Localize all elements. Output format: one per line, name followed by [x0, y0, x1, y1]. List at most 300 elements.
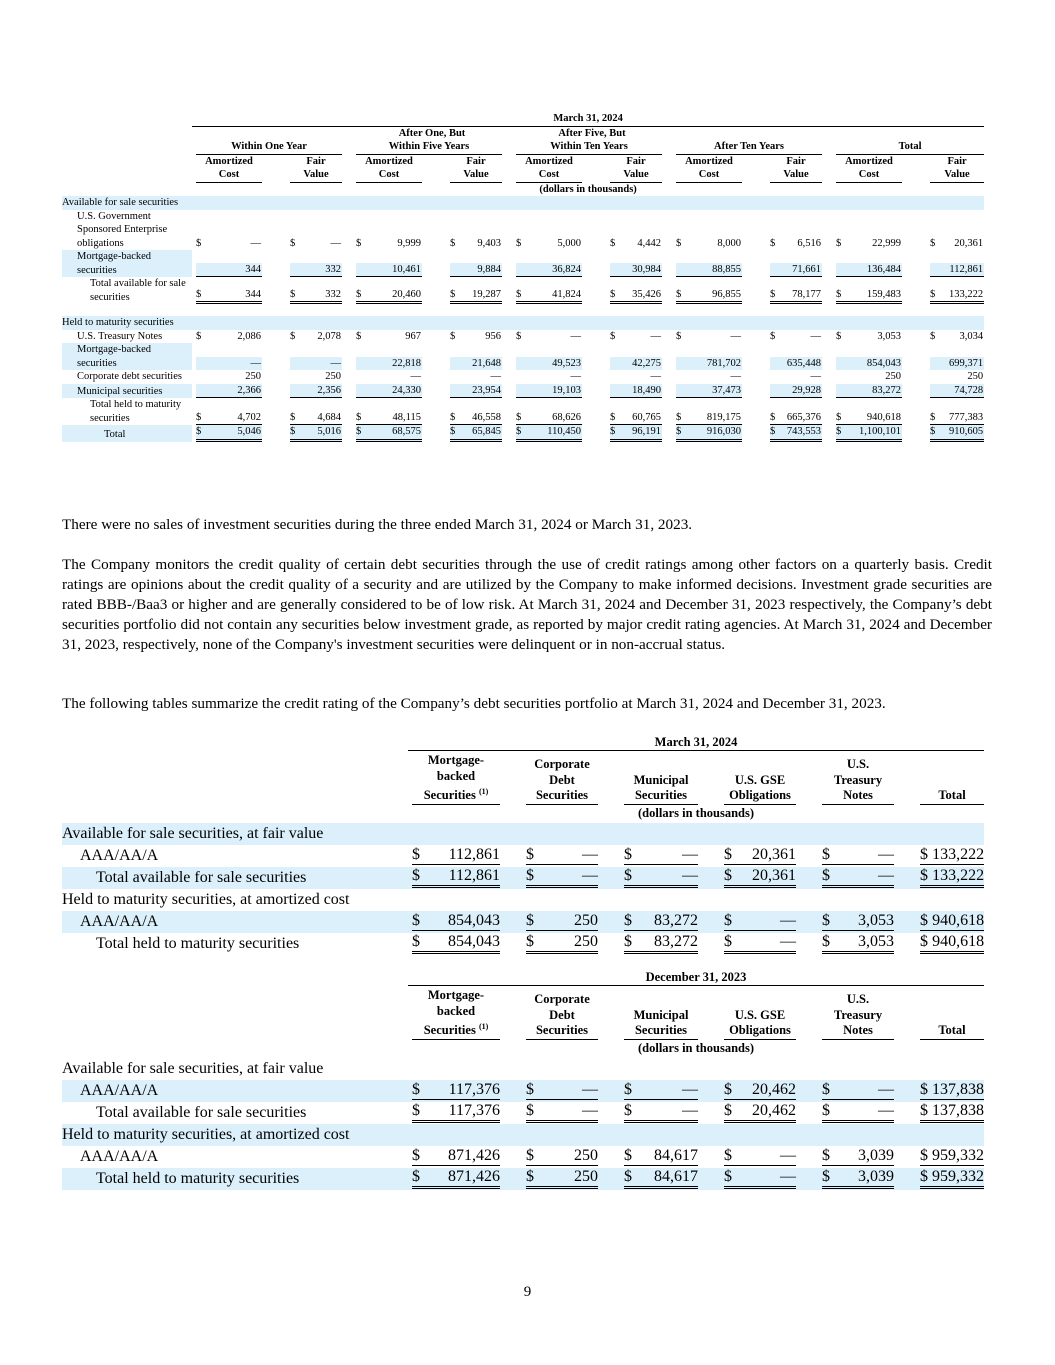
value: 46,558 — [472, 411, 501, 423]
row-label: U.S. Treasury Notes — [77, 330, 163, 342]
dollar-sign: $ — [930, 411, 936, 423]
value: 9,403 — [477, 237, 501, 249]
value-cell — [624, 1102, 698, 1123]
value-cell — [196, 237, 262, 251]
group-header: Within One Year — [196, 140, 342, 155]
value: — — [730, 371, 741, 382]
value-cell — [930, 425, 984, 442]
value-cell — [290, 237, 342, 251]
dollar-sign: $ — [196, 330, 202, 342]
column-header: Municipal Securities — [624, 992, 698, 1040]
value-cell — [724, 1102, 796, 1123]
value: 83,272 — [654, 912, 698, 930]
row-label: AAA/AA/A — [62, 1080, 408, 1102]
value: 344 — [245, 288, 261, 300]
table-row — [62, 343, 984, 370]
dollar-sign: $ — [412, 912, 420, 930]
table-row — [62, 845, 984, 867]
value-cell — [290, 330, 342, 344]
section-header: Held to maturity securities, at amortized cost — [62, 1124, 408, 1146]
value-cell — [450, 288, 502, 305]
column-header-amortized-cost: Amortized Cost — [356, 155, 422, 183]
table-row — [62, 1146, 984, 1168]
dollar-sign: $ — [724, 1081, 732, 1099]
dollar-sign: $ — [930, 330, 936, 342]
value-cell — [836, 384, 902, 399]
column-header: U.S. GSE Obligations — [724, 757, 796, 805]
value-cell — [724, 867, 796, 888]
value-cell — [516, 263, 582, 278]
value-cell — [412, 846, 500, 865]
value-cell — [526, 1168, 598, 1189]
value: 137,838 — [932, 1102, 984, 1120]
value-cell — [676, 330, 742, 344]
dollar-sign: $ — [770, 330, 776, 342]
value: 20,460 — [392, 288, 421, 300]
section-header-row — [62, 1124, 984, 1146]
value: 22,999 — [872, 237, 901, 249]
value-cell — [822, 1102, 894, 1123]
value: 60,765 — [632, 411, 661, 423]
value: 71,661 — [792, 263, 821, 275]
value: 344 — [245, 263, 261, 275]
dollar-sign: $ — [920, 846, 928, 864]
value-cell — [676, 384, 742, 399]
value-cell — [412, 1081, 500, 1100]
value-cell — [724, 846, 796, 865]
value: 910,605 — [949, 426, 984, 437]
value: 250 — [574, 933, 598, 951]
column-header: Municipal Securities — [624, 757, 698, 805]
table-row — [62, 330, 984, 344]
dollar-sign: $ — [356, 426, 362, 437]
value: 9,884 — [477, 263, 501, 275]
value-cell — [450, 237, 502, 251]
dollar-sign: $ — [356, 237, 362, 249]
spacer — [62, 304, 984, 316]
value: 48,115 — [392, 411, 421, 423]
value-cell — [920, 867, 984, 888]
value: 250 — [325, 371, 341, 382]
value-cell — [930, 357, 984, 371]
value-cell — [836, 237, 902, 251]
dollar-sign: $ — [624, 933, 632, 951]
value-cell — [412, 1147, 500, 1166]
dollar-sign: $ — [516, 426, 522, 437]
value: — — [250, 357, 261, 369]
value-cell — [196, 384, 262, 399]
value: 332 — [325, 263, 341, 275]
group-header: Total — [836, 140, 984, 155]
row-label: U.S. Government Sponsored Enterprise obligations — [77, 210, 168, 249]
value-cell — [196, 425, 262, 442]
value: 35,426 — [632, 288, 661, 300]
period-title: March 31, 2024 — [408, 734, 984, 751]
value-cell — [356, 357, 422, 371]
value: 635,448 — [786, 357, 821, 369]
table-row — [62, 210, 984, 251]
unit-label: (dollars in thousands) — [638, 806, 755, 821]
value-cell — [822, 1168, 894, 1189]
value-cell — [516, 237, 582, 251]
value: 36,824 — [552, 263, 581, 275]
paragraph-no-sales: There were no sales of investment securities during the three ended March 31, 2024 or March 31, 2023. — [62, 516, 693, 533]
column-header-amortized-cost: Amortized Cost — [676, 155, 742, 183]
value: 5,000 — [557, 237, 581, 249]
section-header: Available for sale securities, at fair value — [62, 1059, 324, 1077]
group-header: Within Five Years — [356, 140, 502, 155]
value: 84,617 — [654, 1168, 698, 1186]
table-row — [62, 250, 984, 277]
value-cell — [356, 384, 422, 399]
group-line1: After One, But — [398, 127, 466, 139]
value: — — [490, 371, 501, 382]
value-cell — [450, 384, 502, 399]
credit-rating-table-2023 — [62, 969, 984, 1190]
value: 5,016 — [317, 426, 341, 437]
dollar-sign: $ — [290, 411, 296, 423]
dollar-sign: $ — [836, 288, 842, 300]
value: 871,426 — [448, 1147, 500, 1165]
value: 112,861 — [448, 867, 500, 885]
value-cell — [356, 425, 422, 442]
column-header: Total — [920, 757, 984, 805]
value-cell — [412, 912, 500, 931]
value: 112,861 — [448, 846, 500, 864]
value: — — [810, 330, 821, 342]
value: 83,272 — [654, 933, 698, 951]
group-header: After Ten Years — [676, 140, 822, 155]
value: 117,376 — [448, 1081, 500, 1099]
value-cell — [920, 1081, 984, 1100]
value: 250 — [574, 1168, 598, 1186]
dollar-sign: $ — [290, 237, 296, 249]
value-cell — [822, 846, 894, 865]
dollar-sign: $ — [290, 288, 296, 300]
value: — — [682, 1081, 698, 1099]
value: 22,818 — [392, 357, 421, 369]
value-cell — [450, 370, 502, 384]
value-cell — [930, 263, 984, 278]
value: 9,999 — [397, 237, 421, 249]
column-header-fair-value: Fair Value — [610, 155, 662, 183]
dollar-sign: $ — [516, 330, 522, 342]
column-header: Corporate Debt Securities — [526, 992, 598, 1040]
dollar-sign: $ — [196, 288, 202, 300]
value: 84,617 — [654, 1147, 698, 1165]
value: 250 — [885, 371, 901, 382]
dollar-sign: $ — [526, 867, 534, 885]
value: — — [682, 867, 698, 885]
value: 117,376 — [448, 1102, 500, 1120]
row-label: Total held to maturity securities — [90, 399, 182, 424]
table-row — [62, 1080, 984, 1102]
value: — — [250, 237, 261, 249]
row-label: Total held to maturity securities — [96, 934, 300, 952]
value-cell — [624, 846, 698, 865]
value: 88,855 — [712, 263, 741, 275]
value-cell — [610, 425, 662, 442]
value-cell — [822, 867, 894, 888]
dollar-sign: $ — [412, 867, 420, 885]
value-cell — [930, 384, 984, 399]
value-cell — [450, 357, 502, 371]
value: 250 — [967, 371, 984, 382]
value: — — [582, 867, 598, 885]
value-cell — [770, 425, 822, 442]
afs-header-row — [62, 196, 984, 210]
dollar-sign: $ — [822, 846, 830, 864]
dollar-sign: $ — [610, 237, 616, 249]
value: — — [730, 330, 741, 342]
column-header-fair-value: Fair Value — [770, 155, 822, 183]
dollar-sign: $ — [412, 1147, 420, 1165]
value-cell — [930, 330, 984, 344]
value-cell — [822, 1147, 894, 1166]
value-cell — [724, 933, 796, 954]
column-header: Mortgage- backed Securities $^{(1)}$ — [412, 988, 500, 1040]
dollar-sign: $ — [450, 426, 456, 437]
value: 250 — [574, 912, 598, 930]
value: 30,984 — [632, 263, 661, 275]
value-cell — [624, 912, 698, 931]
footnote-marker: (1) — [478, 1022, 489, 1031]
value-cell — [516, 425, 582, 442]
value-cell — [526, 912, 598, 931]
value: — — [650, 371, 661, 382]
value: 19,103 — [552, 384, 581, 396]
dollar-sign: $ — [822, 912, 830, 930]
value-cell — [930, 237, 984, 251]
dollar-sign: $ — [770, 288, 776, 300]
value-cell — [412, 1102, 500, 1123]
column-header-fair-value: Fair Value — [450, 155, 502, 183]
value-cell — [920, 1147, 984, 1166]
value-cell — [822, 933, 894, 954]
section-header: Held to maturity securities, at amortized cost — [62, 890, 350, 908]
column-header-amortized-cost: Amortized Cost — [516, 155, 582, 183]
group-header: Within Ten Years — [516, 140, 662, 155]
table-row — [62, 384, 984, 399]
value-cell — [676, 357, 742, 371]
value: 96,855 — [712, 288, 741, 300]
value: 78,177 — [792, 288, 821, 300]
value-cell — [290, 263, 342, 278]
dollar-sign: $ — [836, 426, 842, 437]
value: 871,426 — [448, 1168, 500, 1186]
value-cell — [356, 330, 422, 344]
value-cell — [770, 263, 822, 278]
dollar-sign: $ — [516, 237, 522, 249]
value-cell — [610, 288, 662, 305]
value-cell — [624, 1168, 698, 1189]
value: — — [810, 371, 821, 382]
value-cell — [526, 933, 598, 954]
dollar-sign: $ — [610, 330, 616, 342]
dollar-sign: $ — [822, 933, 830, 951]
dollar-sign: $ — [526, 1168, 534, 1186]
value-cell — [836, 411, 902, 426]
value: — — [570, 371, 581, 382]
value: 2,356 — [317, 384, 341, 396]
value: — — [582, 1081, 598, 1099]
value: 940,618 — [932, 912, 985, 930]
value: 24,330 — [392, 384, 421, 396]
dollar-sign: $ — [526, 1147, 534, 1165]
value-cell — [770, 330, 822, 344]
column-header-amortized-cost: Amortized Cost — [196, 155, 262, 183]
value-cell — [290, 384, 342, 399]
value-cell — [770, 237, 822, 251]
value: 112,861 — [949, 263, 984, 275]
dollar-sign: $ — [412, 1081, 420, 1099]
value: 967 — [405, 330, 421, 342]
value: 959,332 — [932, 1147, 984, 1165]
value-cell — [920, 933, 984, 954]
dollar-sign: $ — [610, 426, 616, 437]
value-cell — [356, 263, 422, 278]
dollar-sign: $ — [770, 237, 776, 249]
paragraph-tables-intro: The following tables summarize the credit rating of the Company’s debt securities portfolio at March 31, 2024 and December 31, 2023. — [62, 695, 886, 712]
value: 42,275 — [632, 357, 661, 369]
value-cell — [516, 288, 582, 305]
value: 665,376 — [786, 411, 821, 423]
value: 136,484 — [866, 263, 901, 275]
value: 159,483 — [866, 288, 901, 300]
value: 83,272 — [872, 384, 901, 396]
value-cell — [930, 411, 984, 426]
value-cell — [356, 370, 422, 384]
value: — — [878, 846, 894, 864]
value-cell — [196, 370, 262, 384]
value-cell — [836, 263, 902, 278]
dollar-sign: $ — [196, 426, 202, 437]
dollar-sign: $ — [822, 1081, 830, 1099]
value-cell — [610, 357, 662, 371]
value-cell — [676, 263, 742, 278]
value: 854,043 — [448, 933, 500, 951]
dollar-sign: $ — [920, 1168, 928, 1186]
dollar-sign: $ — [526, 1102, 534, 1120]
value: — — [330, 237, 341, 249]
value-cell — [196, 288, 262, 305]
value: — — [650, 330, 661, 342]
dollar-sign: $ — [450, 288, 456, 300]
value: 5,046 — [237, 426, 261, 437]
section-header-row — [62, 1058, 984, 1080]
group-line1: After Five, But — [558, 127, 626, 139]
dollar-sign: $ — [526, 1081, 534, 1099]
value-cell — [196, 330, 262, 344]
value: — — [582, 846, 598, 864]
column-header: U.S. Treasury Notes — [822, 992, 894, 1040]
value: — — [570, 330, 581, 342]
value: 3,053 — [858, 912, 894, 930]
row-label: Municipal securities — [62, 384, 192, 399]
value-cell — [610, 384, 662, 399]
value: 133,222 — [932, 867, 985, 885]
value-cell — [516, 411, 582, 426]
row-label: Total available for sale securities — [90, 278, 186, 303]
value-cell — [290, 411, 342, 426]
dollar-sign: $ — [676, 288, 682, 300]
value-cell — [516, 330, 582, 344]
column-header-amortized-cost: Amortized Cost — [836, 155, 902, 183]
dollar-sign: $ — [724, 867, 732, 885]
value: — — [878, 1081, 894, 1099]
value: 777,383 — [949, 411, 984, 423]
table-row — [62, 370, 984, 384]
unit-label: (dollars in thousands) — [637, 1041, 754, 1056]
group-line1 — [192, 126, 352, 140]
value: 20,361 — [954, 237, 984, 249]
table-row — [62, 425, 984, 442]
value: 956 — [485, 330, 501, 342]
dollar-sign: $ — [412, 1168, 420, 1186]
value-cell — [930, 288, 984, 305]
value-cell — [516, 357, 582, 371]
value: — — [780, 933, 796, 951]
value-cell — [526, 867, 598, 888]
value-cell — [624, 1081, 698, 1100]
value: — — [878, 1102, 894, 1120]
dollar-sign: $ — [920, 933, 928, 951]
value-cell — [770, 370, 822, 384]
column-header: Total — [920, 992, 984, 1040]
value: 65,845 — [472, 426, 501, 437]
dollar-sign: $ — [836, 330, 842, 342]
dollar-sign: $ — [822, 1168, 830, 1186]
dollar-sign: $ — [624, 867, 632, 885]
dollar-sign: $ — [610, 288, 616, 300]
value: 23,954 — [472, 384, 501, 396]
table-row — [62, 398, 984, 425]
value-cell — [516, 370, 582, 384]
table-row — [62, 867, 984, 889]
dollar-sign: $ — [412, 933, 420, 951]
value: 20,361 — [752, 867, 796, 885]
dollar-sign: $ — [624, 1147, 632, 1165]
column-header: U.S. GSE Obligations — [724, 992, 796, 1040]
value: 3,039 — [858, 1147, 894, 1165]
value: — — [682, 846, 698, 864]
value-cell — [196, 411, 262, 426]
value: 74,728 — [954, 384, 984, 396]
value: 699,371 — [949, 357, 984, 369]
value: 41,824 — [552, 288, 581, 300]
value-cell — [676, 425, 742, 442]
value: 916,030 — [706, 426, 741, 437]
dollar-sign: $ — [450, 237, 456, 249]
value-cell — [290, 288, 342, 305]
value-cell — [196, 357, 262, 371]
value: 19,287 — [472, 288, 501, 300]
value: 250 — [574, 1147, 598, 1165]
value-cell — [450, 411, 502, 426]
dollar-sign: $ — [526, 912, 534, 930]
value-cell — [822, 1081, 894, 1100]
value: — — [780, 1147, 796, 1165]
dollar-sign: $ — [290, 426, 296, 437]
value: 332 — [325, 288, 341, 300]
value-cell — [450, 263, 502, 278]
group-line1 — [672, 126, 832, 140]
value-cell — [610, 237, 662, 251]
dollar-sign: $ — [624, 1102, 632, 1120]
value-cell — [676, 370, 742, 384]
dollar-sign: $ — [624, 1168, 632, 1186]
table-row — [62, 933, 984, 955]
